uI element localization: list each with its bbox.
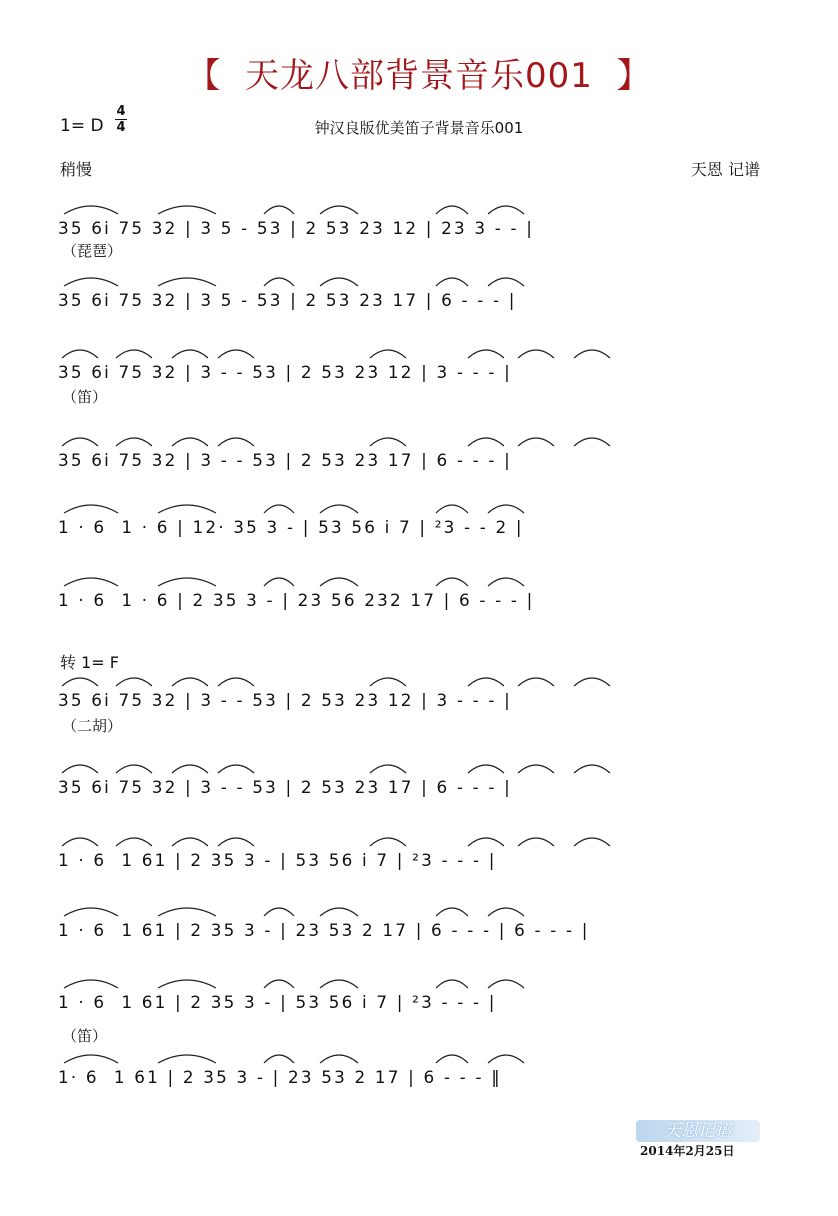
- notation-line: [58, 898, 778, 958]
- slur-arc: [320, 278, 358, 286]
- slur-arc: [172, 838, 208, 846]
- slur-arc: [172, 678, 208, 686]
- slur-arc: [488, 908, 524, 916]
- instrument-label: （笛）: [62, 1027, 108, 1045]
- slur-arc: [518, 765, 554, 773]
- slur-arc: [264, 980, 294, 988]
- slur-arc: [116, 678, 152, 686]
- slur-arc: [264, 505, 294, 513]
- notation-notes: 35 6i 75 32 | 3 - - 53 | 2 53 23 12 | 3 - - - |: [58, 691, 512, 711]
- slur-arc: [468, 838, 504, 846]
- slur-arc: [116, 350, 152, 358]
- slur-arc: [116, 438, 152, 446]
- slur-arc: [62, 838, 98, 846]
- notation-line: [58, 340, 778, 400]
- score-title: 【 天龙八部背景音乐001 】: [186, 56, 652, 96]
- slur-arc: [158, 578, 216, 586]
- notation-line: [58, 828, 778, 888]
- slur-arc: [172, 765, 208, 773]
- slur-arc: [436, 206, 468, 214]
- slur-arc: [172, 350, 208, 358]
- slur-arc: [468, 678, 504, 686]
- notation-notes: 1 · 6 1 · 6 | 2 35 3 - | 23 56 232 17 | 6 - - - |: [58, 591, 535, 611]
- slur-arc: [518, 678, 554, 686]
- instrument-label: （笛）: [62, 388, 108, 406]
- notation-notes: 35 6i 75 32 | 3 - - 53 | 2 53 23 17 | 6 - - - |: [58, 451, 512, 471]
- notation-notes: 1· 6 1 61 | 2 35 3 - | 23 53 2 17 | 6 - - - ‖: [58, 1068, 502, 1088]
- slur-arc: [574, 350, 610, 358]
- slur-arc: [264, 278, 294, 286]
- slur-arc: [320, 578, 358, 586]
- slur-arc: [62, 438, 98, 446]
- instrument-label: （琵琶）: [62, 242, 123, 260]
- slur-arc: [264, 908, 294, 916]
- slur-arc: [320, 1055, 358, 1063]
- slur-arc: [116, 838, 152, 846]
- notation-line: [58, 568, 778, 628]
- slur-arc: [574, 765, 610, 773]
- slur-arc: [158, 980, 216, 988]
- slur-arc: [436, 1055, 468, 1063]
- slur-arc: [158, 908, 216, 916]
- slur-arc: [436, 578, 468, 586]
- slur-arc: [370, 678, 406, 686]
- notation-line: [58, 268, 778, 328]
- slur-arc: [488, 278, 524, 286]
- slur-arc: [320, 505, 358, 513]
- slur-arc: [518, 350, 554, 358]
- notation-notes: 35 6i 75 32 | 3 5 - 53 | 2 53 23 12 | 23 3 - - |: [58, 219, 535, 239]
- slur-arc: [62, 678, 98, 686]
- slur-arc: [436, 505, 468, 513]
- slur-arc: [320, 206, 358, 214]
- notation-notes: 35 6i 75 32 | 3 5 - 53 | 2 53 23 17 | 6 - - - |: [58, 291, 517, 311]
- notation-line: [58, 970, 778, 1030]
- slur-arc: [370, 838, 406, 846]
- notation-notes: 35 6i 75 32 | 3 - - 53 | 2 53 23 17 | 6 - - - |: [58, 778, 512, 798]
- slur-arc: [264, 1055, 294, 1063]
- key-change-marking: 转 1= F: [60, 653, 119, 672]
- slur-arc: [172, 438, 208, 446]
- slur-arc: [158, 1055, 216, 1063]
- score-subtitle: 钟汉良版优美笛子背景音乐001: [314, 119, 524, 137]
- notation-line: [58, 428, 778, 488]
- slur-arc: [574, 838, 610, 846]
- slur-arc: [488, 505, 524, 513]
- slur-arc: [518, 438, 554, 446]
- slur-arc: [64, 578, 118, 586]
- slur-arc: [62, 765, 98, 773]
- key-signature: 1= D: [60, 116, 104, 136]
- slur-arc: [158, 206, 216, 214]
- slur-arc: [264, 578, 294, 586]
- slur-arc: [64, 908, 118, 916]
- slur-arc: [488, 980, 524, 988]
- slur-arc: [218, 678, 254, 686]
- notation-notes: 1 · 6 1 61 | 2 35 3 - | 53 56 i 7 | ²3 - - - |: [58, 851, 497, 871]
- slur-arc: [370, 438, 406, 446]
- slur-arc: [64, 1055, 118, 1063]
- slur-arc: [518, 838, 554, 846]
- slur-arc: [218, 350, 254, 358]
- slur-arc: [218, 438, 254, 446]
- slur-arc: [218, 765, 254, 773]
- slur-arc: [158, 505, 216, 513]
- tempo-marking: 稍慢: [60, 160, 93, 179]
- slur-arc: [64, 206, 118, 214]
- notation-notes: 35 6i 75 32 | 3 - - 53 | 2 53 23 12 | 3 - - - |: [58, 363, 512, 383]
- slur-arc: [218, 838, 254, 846]
- slur-arc: [436, 278, 468, 286]
- slur-arc: [468, 350, 504, 358]
- slur-arc: [264, 206, 294, 214]
- slur-arc: [370, 765, 406, 773]
- slur-arc: [436, 980, 468, 988]
- slur-arc: [320, 908, 358, 916]
- slur-arc: [574, 678, 610, 686]
- slur-arc: [64, 505, 118, 513]
- transcriber-credit: 天恩 记谱: [690, 160, 760, 179]
- notation-line: [58, 668, 778, 728]
- notation-line: [58, 1045, 778, 1105]
- notation-notes: 1 · 6 1 61 | 2 35 3 - | 53 56 i 7 | ²3 - - - |: [58, 993, 497, 1013]
- slur-arc: [488, 206, 524, 214]
- notation-notes: 1 · 6 1 · 6 | 12· 35 3 - | 53 56 i 7 | ²3 - - 2 |: [58, 518, 524, 538]
- slur-arc: [370, 350, 406, 358]
- slur-arc: [436, 908, 468, 916]
- notation-line: [58, 495, 778, 555]
- instrument-label: （二胡）: [62, 717, 123, 735]
- slur-arc: [64, 278, 118, 286]
- slur-arc: [488, 578, 524, 586]
- notation-notes: 1 · 6 1 61 | 2 35 3 - | 23 53 2 17 | 6 - - - | 6 - - - |: [58, 921, 590, 941]
- notation-line: [58, 755, 778, 815]
- slur-arc: [158, 278, 216, 286]
- time-signature-top: 4: [116, 104, 126, 119]
- time-signature-bottom: 4: [116, 120, 126, 135]
- transcription-date: 2014年2月25日: [640, 1144, 735, 1158]
- slur-arc: [62, 350, 98, 358]
- slur-arc: [574, 438, 610, 446]
- slur-arc: [320, 980, 358, 988]
- slur-arc: [64, 980, 118, 988]
- slur-arc: [468, 765, 504, 773]
- slur-arc: [468, 438, 504, 446]
- notation-line: [58, 196, 778, 256]
- slur-arc: [116, 765, 152, 773]
- slur-arc: [488, 1055, 524, 1063]
- watermark-logo: 天恩记谱: [636, 1120, 760, 1142]
